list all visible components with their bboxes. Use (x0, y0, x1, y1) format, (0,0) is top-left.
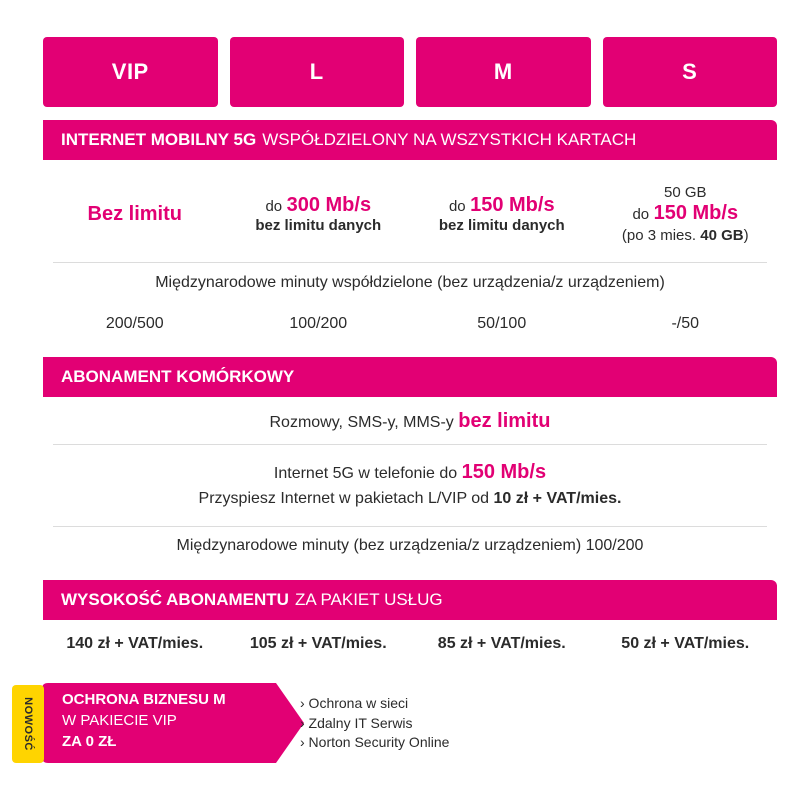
price-vip: 140 zł + VAT/mies. (66, 635, 204, 652)
divider (53, 526, 767, 527)
price-row (43, 635, 777, 653)
mobile-section-header (43, 357, 777, 397)
internet-m (410, 194, 594, 234)
internet-vip (43, 203, 227, 226)
tab-vip[interactable]: VIP (43, 37, 218, 107)
internet-l-prefix: do (265, 198, 283, 215)
promo-feature-item: › Ochrona w sieci (300, 695, 409, 711)
plan-tabs (43, 37, 777, 107)
promo-feature-item: › Zdalny IT Serwis (300, 714, 413, 731)
mobile-intl-minutes: Międzynarodowe minuty (bez urządzenia/z urządzeniem) 100/200 (176, 537, 644, 554)
price-title-bold: WYSOKOŚĆ ABONAMENTU (61, 590, 289, 609)
internet-s-note-suffix: ) (743, 227, 749, 244)
intl-minutes-vip: 200/500 (105, 315, 164, 332)
internet-s-note (594, 225, 778, 246)
calls-text: Rozmowy, SMS-y, MMS-y (269, 414, 454, 431)
internet-l-sub: bez limitu danych (255, 217, 382, 234)
internet-row (43, 180, 777, 248)
mobile-title: ABONAMENT KOMÓRKOWY (61, 367, 295, 386)
calls-line (43, 410, 777, 433)
internet-m-sub: bez limitu danych (438, 217, 565, 234)
promo-feature-item: › Norton Security Online (300, 734, 450, 750)
price-l: 105 zł + VAT/mies. (249, 635, 387, 652)
internet-s (594, 182, 778, 246)
price-section-header (43, 580, 777, 620)
phone-internet-text: Internet 5G w telefonie do (273, 465, 458, 482)
divider (53, 262, 767, 263)
internet-m-prefix: do (448, 198, 466, 215)
new-badge-text: NOWOŚĆ (22, 697, 35, 751)
promo-line1: OCHRONA BIZNESU M (62, 691, 226, 708)
intl-minutes-label: Międzynarodowe minuty współdzielone (bez urządzenia/z urządzeniem) (155, 274, 665, 291)
internet-vip-value: Bez limitu (87, 202, 182, 225)
internet-s-speed: 150 Mb/s (653, 202, 739, 224)
promo-line3: ZA 0 ZŁ (62, 733, 117, 750)
price-s: 50 zł + VAT/mies. (621, 635, 750, 652)
boost-price: 10 zł + VAT/mies. (493, 490, 622, 507)
calls-highlight: bez limitu (458, 410, 551, 432)
internet-title-bold: INTERNET MOBILNY 5G (61, 130, 257, 149)
phone-internet-speed: 150 Mb/s (461, 461, 547, 483)
promo-line2: W PAKIECIE VIP (62, 712, 177, 729)
internet-m-speed: 150 Mb/s (470, 194, 555, 216)
internet-s-prefix: do (632, 206, 650, 223)
internet-section-header (43, 120, 777, 160)
internet-l (227, 194, 411, 234)
price-title-rest: ZA PAKIET USŁUG (294, 590, 443, 609)
boost-line (43, 490, 777, 508)
tab-l[interactable]: L (230, 37, 405, 107)
new-badge (12, 685, 44, 763)
intl-minutes-s: -/50 (671, 315, 700, 332)
internet-l-speed: 300 Mb/s (286, 194, 372, 216)
intl-minutes-m: 50/100 (477, 315, 527, 332)
phone-internet-line (43, 461, 777, 484)
internet-s-note-prefix: (po 3 mies. (621, 227, 697, 244)
internet-s-note-value: 40 GB (700, 227, 744, 244)
boost-text: Przyspiesz Internet w pakietach L/VIP od (198, 490, 490, 507)
divider (53, 444, 767, 445)
intl-minutes-l: 100/200 (289, 315, 348, 332)
tab-m[interactable]: M (416, 37, 591, 107)
promo-features (300, 694, 449, 753)
internet-title-rest: WSPÓŁDZIELONY NA WSZYSTKICH KARTACH (262, 130, 637, 149)
internet-s-data: 50 GB (663, 184, 707, 201)
intl-minutes-row (43, 315, 777, 333)
promo-text (62, 689, 226, 752)
price-m: 85 zł + VAT/mies. (437, 635, 566, 652)
tab-s[interactable]: S (603, 37, 778, 107)
promo-banner[interactable] (12, 683, 292, 763)
